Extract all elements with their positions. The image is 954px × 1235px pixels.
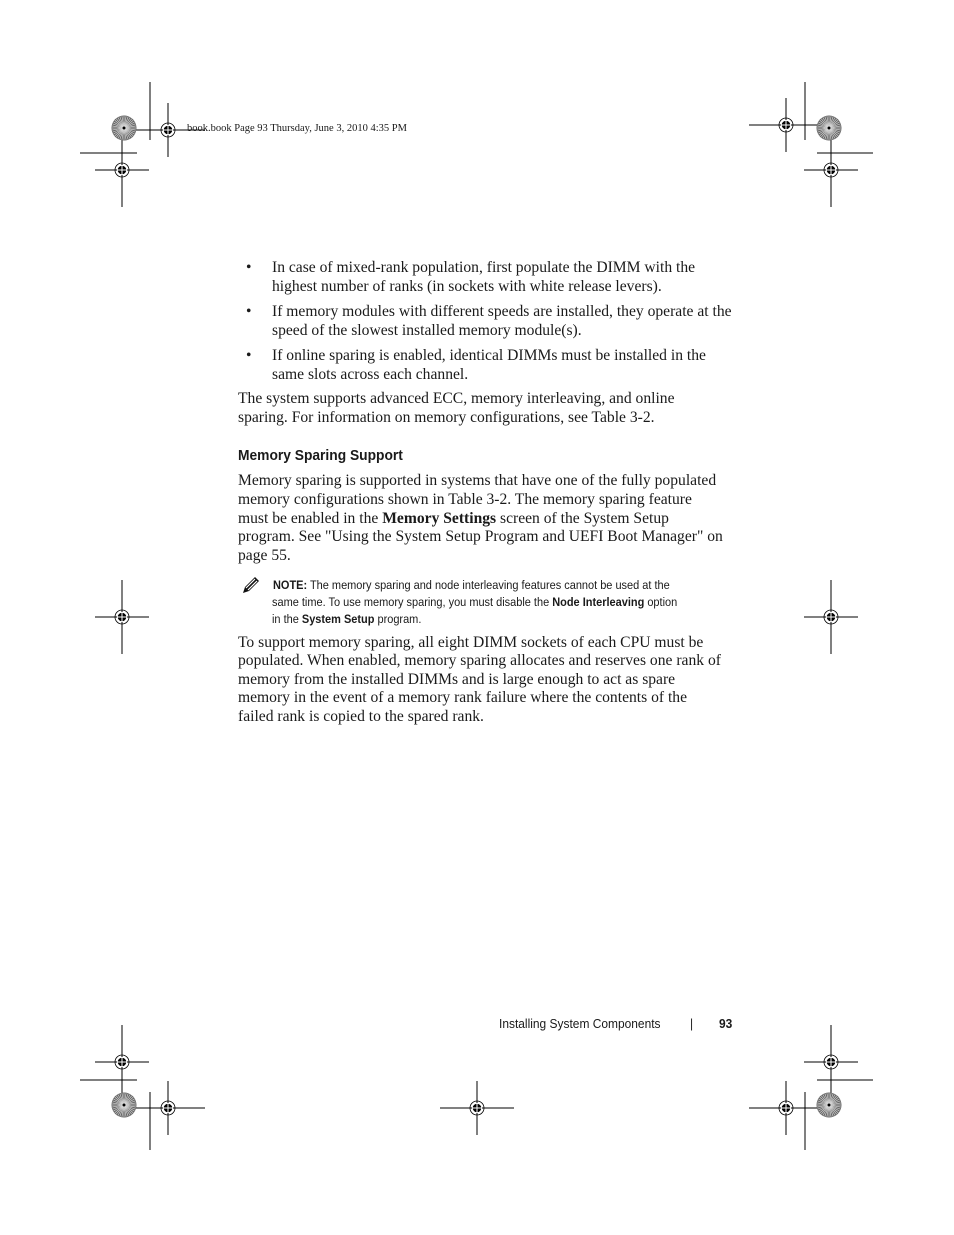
text-run: must be enabled in the — [238, 510, 383, 527]
text-run: same time. To use memory sparing, you must disable the — [272, 595, 553, 609]
footer-separator: | — [690, 1016, 694, 1031]
paragraph-line: populated. When enabled, memory sparing allocates and reserves one rank of — [238, 652, 721, 669]
section-heading: Memory Sparing Support — [238, 447, 403, 464]
paragraph-line: memory from the installed DIMMs and is large enough to act as spare — [238, 671, 676, 688]
note-pencil-icon — [241, 575, 261, 595]
bullet-text-line: In case of mixed-rank population, first populate the DIMM with the — [272, 259, 696, 276]
paragraph-line — [238, 547, 291, 565]
print-header: book.book Page 93 Thursday, June 3, 2010 4:35 PM — [187, 123, 407, 134]
paragraph-line: To support memory sparing, all eight DIMM sockets of each CPU must be — [238, 634, 704, 651]
note-line — [272, 610, 421, 628]
paragraph-line — [238, 528, 723, 546]
bold-term: Memory Settings — [382, 510, 497, 527]
bullet-marker: • — [246, 303, 252, 320]
text-run: screen of the System Setup — [496, 510, 669, 527]
paragraph-line: sparing. For information on memory configurations, see Table 3-2. — [238, 409, 655, 426]
text-run: Memory sparing is supported in systems that have one of the fully populated — [238, 472, 717, 489]
bullet-marker: • — [246, 347, 252, 364]
paragraph-line: failed rank is copied to the spared rank. — [238, 708, 484, 725]
bold-term: Node Interleaving — [552, 595, 645, 609]
bullet-text-line: speed of the slowest installed memory module(s). — [272, 322, 582, 339]
bold-term: System Setup — [301, 612, 375, 626]
text-run: memory configurations shown in Table 3-2. The memory sparing feature — [238, 491, 692, 508]
bold-term: NOTE: — [273, 578, 308, 592]
bullet-text-line: If memory modules with different speeds are installed, they operate at the — [272, 303, 732, 320]
text-run: in the — [272, 612, 302, 626]
bullet-text-line: highest number of ranks (in sockets with white release levers). — [272, 278, 662, 295]
text-run: program. — [374, 612, 422, 626]
footer-section-title: Installing System Components — [499, 1016, 661, 1031]
paragraph-line: memory in the event of a memory rank failure where the contents of the — [238, 689, 688, 706]
bullet-marker: • — [246, 259, 252, 276]
paragraph-line — [238, 510, 669, 528]
paragraph-line — [238, 491, 692, 509]
bullet-text-line: same slots across each channel. — [272, 366, 469, 383]
note-line — [272, 593, 677, 611]
text-run: option — [644, 595, 678, 609]
text-run: page 55. — [238, 547, 291, 564]
note-line — [273, 576, 670, 594]
footer-page-number: 93 — [719, 1016, 733, 1031]
text-run: The memory sparing and node interleaving features cannot be used at the — [307, 578, 670, 592]
paragraph-line: The system supports advanced ECC, memory interleaving, and online — [238, 390, 675, 407]
text-run: program. See "Using the System Setup Program and UEFI Boot Manager" on — [238, 528, 723, 545]
paragraph-line — [238, 472, 716, 490]
bullet-text-line: If online sparing is enabled, identical DIMMs must be installed in the — [272, 347, 706, 364]
